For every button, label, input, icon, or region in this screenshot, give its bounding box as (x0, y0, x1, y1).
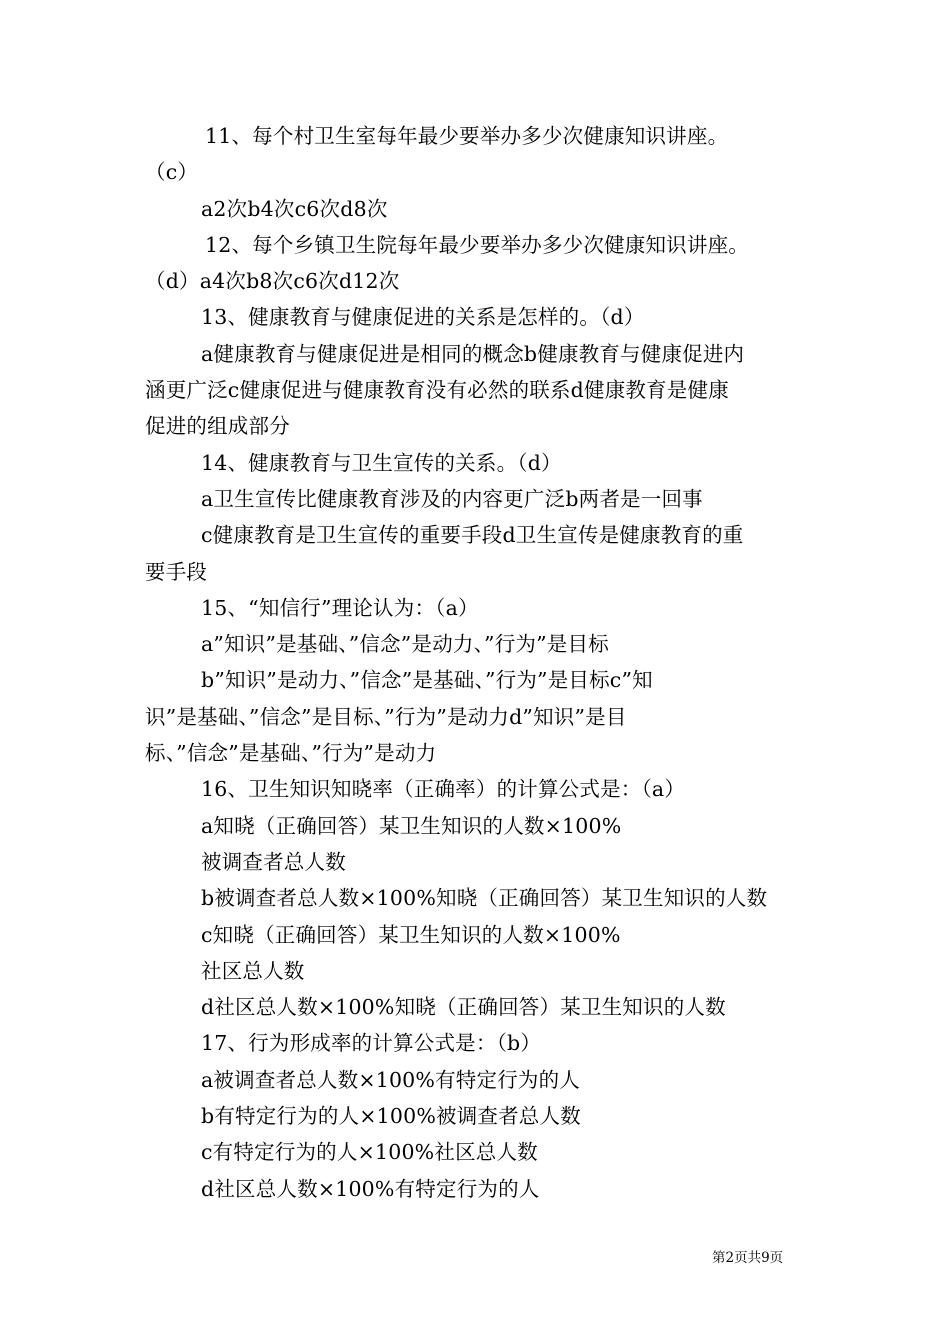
text-line: a被调查者总人数×100%有特定行为的人 (201, 1067, 581, 1092)
text-line: c知晓（正确回答）某卫生知识的人数×100% (201, 922, 621, 947)
text-line: 12、每个乡镇卫生院每年最少要举办多少次健康知识讲座。 (205, 232, 749, 257)
page-footer: 第2页共9页 (712, 1250, 784, 1266)
text-line: 14、健康教育与卫生宣传的关系。（d） (201, 450, 562, 475)
text-line: 识”是基础、”信念”是目标、”行为”是动力d”知识”是目 (145, 704, 627, 729)
text-line: 社区总人数 (201, 958, 305, 983)
text-line: a”知识”是基础、”信念”是动力、”行为”是目标 (201, 632, 609, 657)
text-line: a卫生宣传比健康教育涉及的内容更广泛b两者是一回事 (201, 486, 703, 511)
text-line: 16、卫生知识知晓率（正确率）的计算公式是：（a） (201, 777, 686, 802)
text-line: 11、每个村卫生室每年最少要举办多少次健康知识讲座。 (205, 124, 729, 148)
text-line: 被调查者总人数 (201, 849, 346, 874)
text-line: 要手段 (145, 559, 208, 584)
text-line: 17、行为形成率的计算公式是：（b） (201, 1031, 542, 1056)
text-line: （c） (145, 160, 199, 185)
text-line: a2次b4次c6次d8次 (201, 196, 388, 221)
document-body (145, 118, 811, 1207)
text-line: 涵更广泛c健康促进与健康教育没有必然的联系d健康教育是健康 (145, 378, 729, 403)
text-line: b被调查者总人数×100%知晓（正确回答）某卫生知识的人数 (201, 886, 768, 911)
text-line: c有特定行为的人×100%社区总人数 (201, 1140, 538, 1165)
text-line: c健康教育是卫生宣传的重要手段d卫生宣传是健康教育的重 (201, 523, 744, 548)
text-line: b”知识”是动力、”信念”是基础、”行为”是目标c”知 (201, 668, 653, 693)
text-line: （d）a4次b8次c6次d12次 (145, 269, 400, 294)
text-line: d社区总人数×100%有特定行为的人 (201, 1176, 540, 1201)
text-line: a健康教育与健康促进是相同的概念b健康教育与健康促进内 (201, 341, 745, 366)
text-line: d社区总人数×100%知晓（正确回答）某卫生知识的人数 (201, 995, 726, 1020)
text-line: 促进的组成部分 (145, 414, 290, 439)
text-line: 15、“知信行”理论认为：（a） (201, 595, 479, 620)
text-line: b有特定行为的人×100%被调查者总人数 (201, 1104, 581, 1129)
text-line: 13、健康教育与健康促进的关系是怎样的。（d） (201, 305, 645, 330)
text-line: a知晓（正确回答）某卫生知识的人数×100% (201, 813, 622, 838)
text-line: 标、”信念”是基础、”行为”是动力 (145, 741, 437, 766)
